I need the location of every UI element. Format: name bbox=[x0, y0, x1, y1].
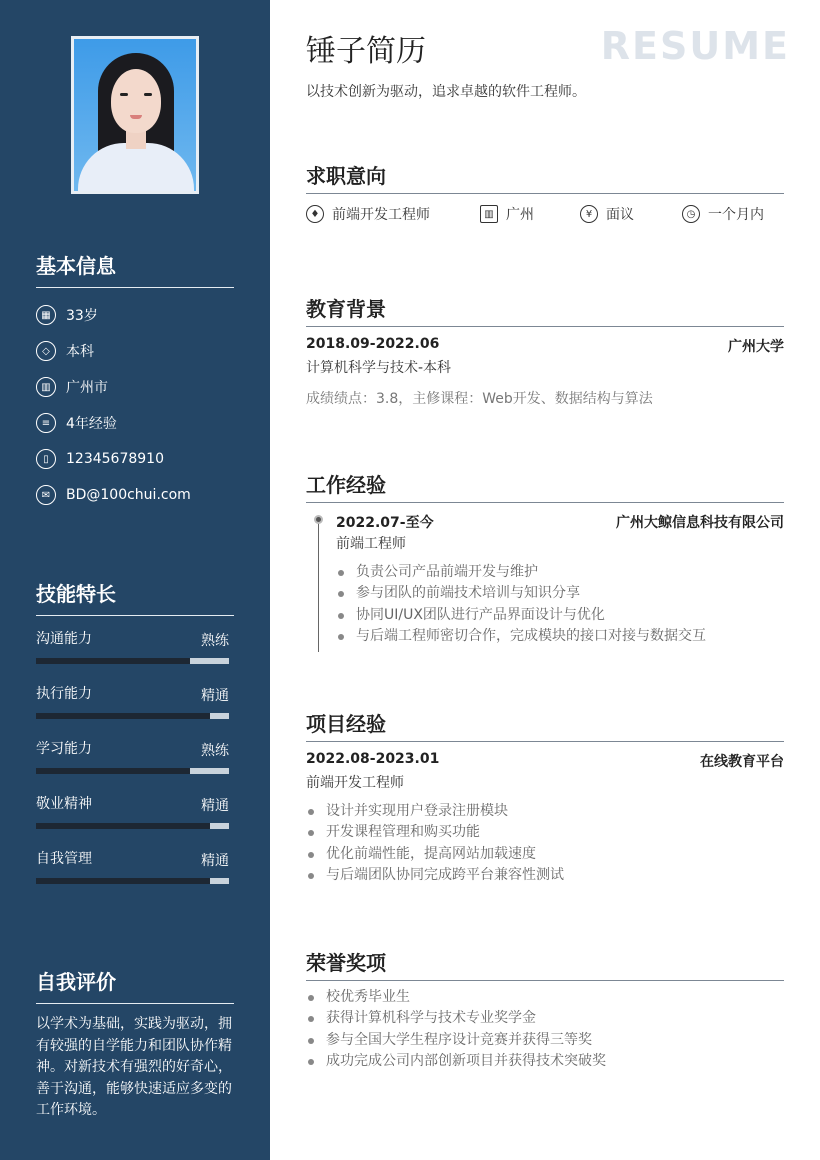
clock-icon: ◷ bbox=[682, 205, 700, 223]
intent-text: 一个月内 bbox=[708, 207, 764, 223]
work-bullet: 与后端工程师密切合作，完成模块的接口对接与数据交互 bbox=[336, 626, 706, 647]
skill-bar bbox=[36, 768, 229, 774]
info-text: 广州市 bbox=[66, 380, 108, 396]
education-heading: 教育背景 bbox=[306, 293, 784, 327]
skill-bar bbox=[36, 823, 229, 829]
city-icon: ▥ bbox=[480, 205, 498, 223]
work-bullet: 协同UI/UX团队进行产品界面设计与优化 bbox=[336, 605, 706, 626]
sidebar bbox=[0, 0, 270, 1160]
info-text: 本科 bbox=[66, 344, 94, 360]
skill-item bbox=[36, 789, 229, 844]
honors-heading: 荣誉奖项 bbox=[306, 947, 784, 981]
skill-item bbox=[36, 844, 229, 899]
skill-name: 执行能力 bbox=[36, 686, 92, 702]
honor-bullet: 成功完成公司内部创新项目并获得技术突破奖 bbox=[306, 1051, 606, 1072]
mail-icon: ✉ bbox=[36, 485, 56, 505]
education-period: 2018.09-2022.06 bbox=[306, 336, 440, 352]
yen-icon: ¥ bbox=[580, 205, 598, 223]
intent-position bbox=[306, 204, 480, 224]
education-detail: 成绩绩点：3.8，主修课程：Web开发、数据结构与算法 bbox=[306, 391, 653, 407]
work-bullet: 负责公司产品前端开发与维护 bbox=[336, 562, 706, 583]
info-education bbox=[36, 333, 191, 369]
work-bullet: 参与团队的前端技术培训与知识分享 bbox=[336, 583, 706, 604]
work-period: 2022.07-至今 bbox=[336, 515, 434, 531]
project-role: 前端开发工程师 bbox=[306, 775, 404, 791]
self-eval-heading: 自我评价 bbox=[36, 966, 234, 1004]
education-major: 计算机科学与技术-本科 bbox=[306, 360, 452, 376]
graduation-cap-icon: ◇ bbox=[36, 341, 56, 361]
intent-text: 前端开发工程师 bbox=[332, 207, 430, 223]
skill-bar-fill bbox=[36, 713, 210, 719]
info-text: 4年经验 bbox=[66, 416, 117, 432]
project-bullet: 与后端团队协同完成跨平台兼容性测试 bbox=[306, 865, 564, 886]
skill-bar-fill bbox=[36, 658, 190, 664]
honor-bullet: 校优秀毕业生 bbox=[306, 987, 606, 1008]
skill-name: 敬业精神 bbox=[36, 796, 92, 812]
intent-salary bbox=[580, 204, 682, 224]
document-icon: ≡ bbox=[36, 413, 56, 433]
phone-icon: ▯ bbox=[36, 449, 56, 469]
education-header-row bbox=[306, 336, 784, 356]
skill-item bbox=[36, 734, 229, 789]
info-text: BD@100chui.com bbox=[66, 487, 191, 503]
skill-level: 精通 bbox=[201, 798, 229, 814]
timeline-line bbox=[318, 520, 319, 652]
self-eval-text: 以学术为基础，实践为驱动，拥有较强的自学能力和团队协作精神。对新技术有强烈的好奇心，善于沟通，能够快速适应多变的工作环境。 bbox=[36, 1016, 232, 1118]
honor-bullet: 获得计算机科学与技术专业奖学金 bbox=[306, 1008, 606, 1029]
education-school: 广州大学 bbox=[728, 339, 784, 355]
skill-name: 沟通能力 bbox=[36, 631, 92, 647]
timeline-dot bbox=[314, 515, 323, 524]
skill-item bbox=[36, 624, 229, 679]
skill-bar-fill bbox=[36, 768, 190, 774]
project-name: 在线教育平台 bbox=[700, 754, 784, 770]
info-experience bbox=[36, 405, 191, 441]
project-header-row bbox=[306, 751, 784, 771]
work-header-row bbox=[336, 512, 784, 532]
info-phone bbox=[36, 441, 191, 477]
skill-bar bbox=[36, 658, 229, 664]
basic-info-list bbox=[36, 297, 191, 513]
skill-level: 精通 bbox=[201, 688, 229, 704]
profile-photo bbox=[71, 36, 199, 194]
intent-text: 面议 bbox=[606, 207, 634, 223]
honors-bullets bbox=[306, 987, 606, 1072]
project-heading: 项目经验 bbox=[306, 708, 784, 742]
intent-city bbox=[480, 204, 580, 224]
resume-watermark: RESUME bbox=[600, 24, 790, 68]
skill-bar bbox=[36, 878, 229, 884]
intent-row bbox=[306, 204, 784, 224]
intent-text: 广州 bbox=[506, 207, 534, 223]
building-icon: ▥ bbox=[36, 377, 56, 397]
skill-name: 自我管理 bbox=[36, 851, 92, 867]
skills-list bbox=[36, 624, 229, 899]
tagline: 以技术创新为驱动，追求卓越的软件工程师。 bbox=[306, 84, 586, 100]
resume-name: 锤子简历 bbox=[306, 34, 426, 69]
info-text: 33岁 bbox=[66, 308, 98, 324]
calendar-icon: ▦ bbox=[36, 305, 56, 325]
skill-level: 熟练 bbox=[201, 633, 229, 649]
info-age bbox=[36, 297, 191, 333]
skills-heading: 技能特长 bbox=[36, 578, 234, 616]
skill-bar-fill bbox=[36, 823, 210, 829]
skill-level: 精通 bbox=[201, 853, 229, 869]
project-bullet: 设计并实现用户登录注册模块 bbox=[306, 801, 564, 822]
work-heading: 工作经验 bbox=[306, 469, 784, 503]
work-company: 广州大鲸信息科技有限公司 bbox=[616, 515, 784, 531]
info-city bbox=[36, 369, 191, 405]
project-period: 2022.08-2023.01 bbox=[306, 751, 440, 767]
info-email bbox=[36, 477, 191, 513]
info-text: 12345678910 bbox=[66, 451, 164, 467]
tie-icon: ♦ bbox=[306, 205, 324, 223]
honor-bullet: 参与全国大学生程序设计竞赛并获得三等奖 bbox=[306, 1030, 606, 1051]
project-bullet: 优化前端性能，提高网站加载速度 bbox=[306, 844, 564, 865]
skill-name: 学习能力 bbox=[36, 741, 92, 757]
skill-level: 熟练 bbox=[201, 743, 229, 759]
skill-item bbox=[36, 679, 229, 734]
skill-bar-fill bbox=[36, 878, 210, 884]
work-bullets bbox=[336, 562, 706, 647]
skill-bar bbox=[36, 713, 229, 719]
project-bullet: 开发课程管理和购买功能 bbox=[306, 822, 564, 843]
basic-info-heading: 基本信息 bbox=[36, 250, 234, 288]
project-bullets bbox=[306, 801, 564, 886]
intent-availability bbox=[682, 204, 764, 224]
work-role: 前端工程师 bbox=[336, 536, 406, 552]
intent-heading: 求职意向 bbox=[306, 160, 784, 194]
